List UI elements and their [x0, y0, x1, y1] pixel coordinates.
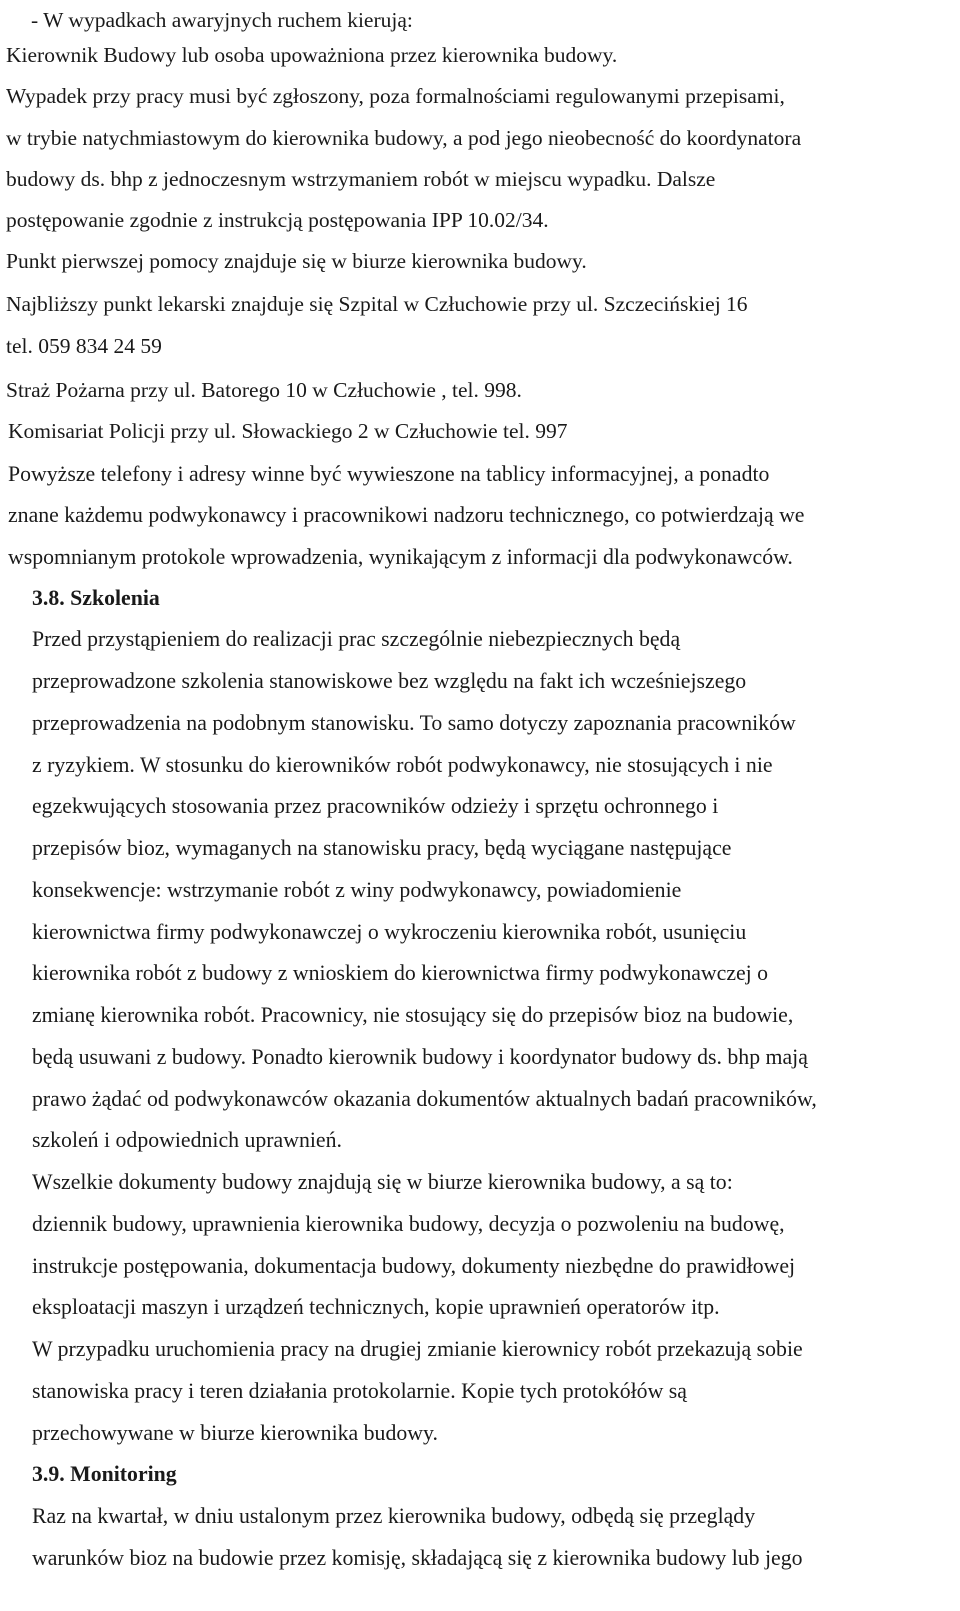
- text-line: warunków bioz na budowie przez komisję, składającą się z kierownika budowy lub jego: [32, 1546, 803, 1570]
- text-line: Straż Pożarna przy ul. Batorego 10 w Człuchowie , tel. 998.: [6, 378, 522, 402]
- text-line: zmianę kierownika robót. Pracownicy, nie stosujący się do przepisów bioz na budowie,: [32, 1003, 794, 1027]
- text-line: będą usuwani z budowy. Ponadto kierownik budowy i koordynator budowy ds. bhp mają: [32, 1045, 808, 1069]
- text-line: kierownictwa firmy podwykonawczej o wykroczeniu kierownika robót, usunięciu: [32, 920, 747, 944]
- text-line: przechowywane w biurze kierownika budowy.: [32, 1421, 438, 1445]
- text-line: Wszelkie dokumenty budowy znajdują się w biurze kierownika budowy, a są to:: [32, 1170, 733, 1194]
- text-line: z ryzykiem. W stosunku do kierowników robót podwykonawcy, nie stosujących i nie: [32, 753, 773, 777]
- text-line: Komisariat Policji przy ul. Słowackiego 2 w Człuchowie tel. 997: [8, 419, 568, 443]
- section-heading-monitoring: 3.9. Monitoring: [32, 1462, 177, 1486]
- text-line: Powyższe telefony i adresy winne być wywieszone na tablicy informacyjnej, a ponadto: [8, 462, 770, 486]
- section-heading-training: 3.8. Szkolenia: [32, 586, 160, 610]
- text-line: wspomnianym protokole wprowadzenia, wynikającym z informacji dla podwykonawców.: [8, 545, 793, 569]
- text-line: szkoleń i odpowiednich uprawnień.: [32, 1128, 342, 1152]
- text-line: Raz na kwartał, w dniu ustalonym przez kierownika budowy, odbędą się przeglądy: [32, 1504, 756, 1528]
- text-line: Punkt pierwszej pomocy znajduje się w biurze kierownika budowy.: [6, 249, 587, 273]
- text-line: przepisów bioz, wymaganych na stanowisku pracy, będą wyciągane następujące: [32, 836, 732, 860]
- text-line: egzekwujących stosowania przez pracowników odzieży i sprzętu ochronnego i: [32, 794, 719, 818]
- text-line: Przed przystąpieniem do realizacji prac szczególnie niebezpiecznych będą: [32, 627, 681, 651]
- text-line: znane każdemu podwykonawcy i pracownikowi nadzoru technicznego, co potwierdzają we: [8, 503, 805, 527]
- text-line: postępowanie zgodnie z instrukcją postępowania IPP 10.02/34.: [6, 208, 549, 232]
- text-line: konsekwencje: wstrzymanie robót z winy podwykonawcy, powiadomienie: [32, 878, 682, 902]
- text-line: Kierownik Budowy lub osoba upoważniona przez kierownika budowy.: [6, 43, 618, 67]
- text-line: przeprowadzenia na podobnym stanowisku. To samo dotyczy zapoznania pracowników: [32, 711, 796, 735]
- text-line: W przypadku uruchomienia pracy na drugiej zmianie kierownicy robót przekazują sobie: [32, 1337, 803, 1361]
- text-line: instrukcje postępowania, dokumentacja budowy, dokumenty niezbędne do prawidłowej: [32, 1254, 796, 1278]
- text-line: - W wypadkach awaryjnych ruchem kierują:: [31, 8, 413, 32]
- text-line: stanowiska pracy i teren działania protokolarnie. Kopie tych protokółów są: [32, 1379, 687, 1403]
- text-line: Wypadek przy pracy musi być zgłoszony, poza formalnościami regulowanymi przepisami,: [6, 84, 785, 108]
- text-line: przeprowadzone szkolenia stanowiskowe bez względu na fakt ich wcześniejszego: [32, 669, 747, 693]
- text-line: w trybie natychmiastowym do kierownika budowy, a pod jego nieobecność do koordynatora: [6, 126, 802, 150]
- text-line: Najbliższy punkt lekarski znajduje się Szpital w Człuchowie przy ul. Szczecińskiej 16: [6, 292, 748, 316]
- text-line: eksploatacji maszyn i urządzeń technicznych, kopie uprawnień operatorów itp.: [32, 1295, 720, 1319]
- text-line: prawo żądać od podwykonawców okazania dokumentów aktualnych badań pracowników,: [32, 1087, 817, 1111]
- text-line: tel. 059 834 24 59: [6, 334, 162, 358]
- text-line: budowy ds. bhp z jednoczesnym wstrzymaniem robót w miejscu wypadku. Dalsze: [6, 167, 716, 191]
- text-line: kierownika robót z budowy z wnioskiem do kierownictwa firmy podwykonawczej o: [32, 961, 769, 985]
- text-line: dziennik budowy, uprawnienia kierownika budowy, decyzja o pozwoleniu na budowę,: [32, 1212, 785, 1236]
